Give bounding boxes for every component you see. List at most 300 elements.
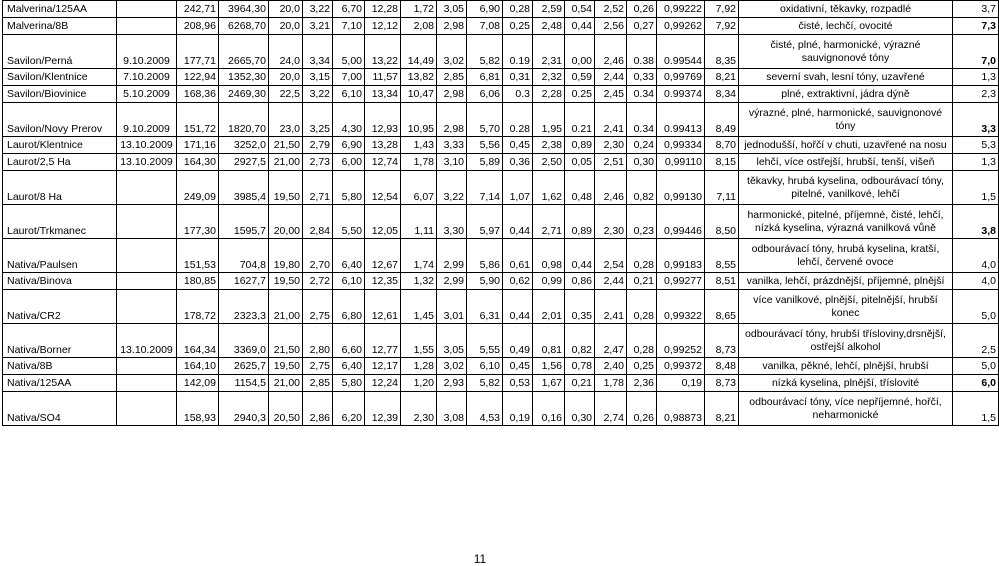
- value-cell: 6,07: [401, 171, 437, 205]
- value-cell: 8,51: [705, 273, 739, 290]
- value-cell: 7,14: [467, 171, 503, 205]
- value-cell: 0.21: [565, 103, 595, 137]
- value-cell: 8,50: [705, 205, 739, 239]
- value-cell: 0,82: [627, 171, 657, 205]
- value-cell: 0,21: [627, 273, 657, 290]
- table-row: [3, 205, 999, 239]
- value-cell: 12,24: [365, 375, 401, 392]
- value-cell: 1,72: [401, 1, 437, 18]
- table-row: [3, 35, 999, 69]
- value-cell: 2940,3: [219, 392, 269, 426]
- value-cell: 0,53: [503, 375, 533, 392]
- date-cell: [117, 358, 177, 375]
- value-cell: 8,65: [705, 290, 739, 324]
- score-cell: 4,0: [953, 239, 999, 273]
- value-cell: 0,26: [627, 392, 657, 426]
- date-cell: 9.10.2009: [117, 103, 177, 137]
- score-cell: 6,0: [953, 375, 999, 392]
- value-cell: 12,74: [365, 154, 401, 171]
- value-cell: 3,22: [303, 86, 333, 103]
- value-cell: 3,10: [437, 154, 467, 171]
- value-cell: 12,17: [365, 358, 401, 375]
- value-cell: 2,98: [437, 86, 467, 103]
- value-cell: 2,30: [595, 205, 627, 239]
- value-cell: 8,34: [705, 86, 739, 103]
- value-cell: 3,21: [303, 18, 333, 35]
- value-cell: 19,50: [269, 358, 303, 375]
- value-cell: 6,70: [333, 1, 365, 18]
- value-cell: 1595,7: [219, 205, 269, 239]
- date-cell: [117, 392, 177, 426]
- value-cell: 2,28: [533, 86, 565, 103]
- date-cell: [117, 273, 177, 290]
- sample-name-cell: Laurot/8 Ha: [3, 171, 117, 205]
- value-cell: 19,80: [269, 239, 303, 273]
- score-cell: 3,3: [953, 103, 999, 137]
- value-cell: 3,34: [303, 35, 333, 69]
- description-cell: severní svah, lesní tóny, uzavřené: [739, 69, 953, 86]
- value-cell: 24,0: [269, 35, 303, 69]
- value-cell: 12,35: [365, 273, 401, 290]
- value-cell: 0,35: [565, 290, 595, 324]
- value-cell: 2665,70: [219, 35, 269, 69]
- value-cell: 177,30: [177, 205, 219, 239]
- value-cell: 0,28: [627, 239, 657, 273]
- value-cell: 2,79: [303, 137, 333, 154]
- description-cell: lehčí, více ostřejší, hrubší, tenší, višeň: [739, 154, 953, 171]
- value-cell: 242,71: [177, 1, 219, 18]
- value-cell: 122,94: [177, 69, 219, 86]
- value-cell: 0,99322: [657, 290, 705, 324]
- value-cell: 3,25: [303, 103, 333, 137]
- value-cell: 0,25: [503, 18, 533, 35]
- value-cell: 22,5: [269, 86, 303, 103]
- description-cell: vanilka, lehčí, prázdnější, příjemné, plnější: [739, 273, 953, 290]
- value-cell: 168,36: [177, 86, 219, 103]
- value-cell: 12,67: [365, 239, 401, 273]
- value-cell: 0,33: [627, 69, 657, 86]
- value-cell: 5,82: [467, 375, 503, 392]
- value-cell: 704,8: [219, 239, 269, 273]
- value-cell: 2,56: [595, 18, 627, 35]
- value-cell: 208,96: [177, 18, 219, 35]
- value-cell: 0,99183: [657, 239, 705, 273]
- value-cell: 5,80: [333, 375, 365, 392]
- value-cell: 7,11: [705, 171, 739, 205]
- value-cell: 1,07: [503, 171, 533, 205]
- value-cell: 0,05: [565, 154, 595, 171]
- value-cell: 5,55: [467, 324, 503, 358]
- value-cell: 2,01: [533, 290, 565, 324]
- value-cell: 2,30: [401, 392, 437, 426]
- table-row: [3, 290, 999, 324]
- date-cell: 9.10.2009: [117, 35, 177, 69]
- value-cell: 177,71: [177, 35, 219, 69]
- value-cell: 0,44: [503, 205, 533, 239]
- value-cell: 2,30: [595, 137, 627, 154]
- value-cell: 0,81: [533, 324, 565, 358]
- value-cell: 180,85: [177, 273, 219, 290]
- value-cell: 0.19: [503, 35, 533, 69]
- sample-name-cell: Savilon/Perná: [3, 35, 117, 69]
- value-cell: 3,33: [437, 137, 467, 154]
- description-cell: vanilka, pěkné, lehčí, plnější, hrubší: [739, 358, 953, 375]
- value-cell: 21,00: [269, 375, 303, 392]
- description-cell: harmonické, pitelné, příjemné, čisté, lehčí, nízká kyselina, výrazná vanilková vůně: [739, 205, 953, 239]
- value-cell: 3,15: [303, 69, 333, 86]
- value-cell: 2,75: [303, 358, 333, 375]
- sample-name-cell: Savilon/Biovinice: [3, 86, 117, 103]
- score-cell: 7,3: [953, 18, 999, 35]
- value-cell: 12,54: [365, 171, 401, 205]
- date-cell: [117, 171, 177, 205]
- description-cell: oxidativní, těkavky, rozpadlé: [739, 1, 953, 18]
- value-cell: 0,28: [627, 290, 657, 324]
- value-cell: 21,00: [269, 290, 303, 324]
- value-cell: 1820,70: [219, 103, 269, 137]
- value-cell: 8,35: [705, 35, 739, 69]
- value-cell: 6268,70: [219, 18, 269, 35]
- value-cell: 13,82: [401, 69, 437, 86]
- value-cell: 19,50: [269, 171, 303, 205]
- value-cell: 2,93: [437, 375, 467, 392]
- value-cell: 7,92: [705, 1, 739, 18]
- description-cell: odbourávací tóny, hrubá kyselina, kratší, lehčí, červené ovoce: [739, 239, 953, 273]
- description-cell: výrazné, plné, harmonické, sauvignonové tóny: [739, 103, 953, 137]
- table-row: [3, 154, 999, 171]
- value-cell: 11,57: [365, 69, 401, 86]
- value-cell: 5,82: [467, 35, 503, 69]
- value-cell: 0,28: [503, 1, 533, 18]
- value-cell: 2,52: [595, 1, 627, 18]
- value-cell: 2,44: [595, 69, 627, 86]
- sample-name-cell: Nativa/Binova: [3, 273, 117, 290]
- value-cell: 20,0: [269, 69, 303, 86]
- value-cell: 13,34: [365, 86, 401, 103]
- value-cell: 151,72: [177, 103, 219, 137]
- score-cell: 5,3: [953, 137, 999, 154]
- value-cell: 6,90: [333, 137, 365, 154]
- sample-name-cell: Laurot/Trkmanec: [3, 205, 117, 239]
- value-cell: 1,45: [401, 290, 437, 324]
- table-row: [3, 273, 999, 290]
- value-cell: 0,24: [627, 137, 657, 154]
- value-cell: 158,93: [177, 392, 219, 426]
- value-cell: 1,95: [533, 103, 565, 137]
- value-cell: 0,45: [503, 137, 533, 154]
- value-cell: 0,28: [627, 324, 657, 358]
- value-cell: 2,99: [437, 239, 467, 273]
- value-cell: 2,71: [533, 205, 565, 239]
- score-cell: 2,3: [953, 86, 999, 103]
- value-cell: 1,20: [401, 375, 437, 392]
- table-row: [3, 392, 999, 426]
- value-cell: 0,98873: [657, 392, 705, 426]
- score-cell: 3,7: [953, 1, 999, 18]
- description-cell: čisté, plné, harmonické, výrazné sauvignonové tóny: [739, 35, 953, 69]
- value-cell: 2927,5: [219, 154, 269, 171]
- value-cell: 0.38: [627, 35, 657, 69]
- value-cell: 2323,3: [219, 290, 269, 324]
- value-cell: 20,00: [269, 205, 303, 239]
- value-cell: 0,30: [627, 154, 657, 171]
- value-cell: 2,59: [533, 1, 565, 18]
- score-cell: 2,5: [953, 324, 999, 358]
- value-cell: 0,36: [503, 154, 533, 171]
- value-cell: 6,40: [333, 358, 365, 375]
- value-cell: 0,61: [503, 239, 533, 273]
- value-cell: 0,19: [657, 375, 705, 392]
- value-cell: 0,99110: [657, 154, 705, 171]
- description-cell: nízká kyselina, plnější, tříslovité: [739, 375, 953, 392]
- value-cell: 0,49: [503, 324, 533, 358]
- value-cell: 2,41: [595, 103, 627, 137]
- sample-name-cell: Nativa/SO4: [3, 392, 117, 426]
- value-cell: 2,38: [533, 137, 565, 154]
- value-cell: 0,16: [533, 392, 565, 426]
- value-cell: 0,89: [565, 205, 595, 239]
- value-cell: 3,05: [437, 324, 467, 358]
- value-cell: 8,49: [705, 103, 739, 137]
- date-cell: [117, 290, 177, 324]
- value-cell: 0,78: [565, 358, 595, 375]
- description-cell: více vanilkové, plnější, pitelnější, hrubší konec: [739, 290, 953, 324]
- value-cell: 2,08: [401, 18, 437, 35]
- table-body: [3, 1, 999, 426]
- value-cell: 19,50: [269, 273, 303, 290]
- value-cell: 0,99130: [657, 171, 705, 205]
- sample-name-cell: Nativa/Borner: [3, 324, 117, 358]
- value-cell: 0.99374: [657, 86, 705, 103]
- value-cell: 8,15: [705, 154, 739, 171]
- value-cell: 0,89: [565, 137, 595, 154]
- score-cell: 1,3: [953, 69, 999, 86]
- value-cell: 5,00: [333, 35, 365, 69]
- value-cell: 0,99769: [657, 69, 705, 86]
- value-cell: 12,77: [365, 324, 401, 358]
- value-cell: 0.34: [627, 86, 657, 103]
- value-cell: 21,50: [269, 324, 303, 358]
- date-cell: [117, 1, 177, 18]
- value-cell: 0,99252: [657, 324, 705, 358]
- value-cell: 2,51: [595, 154, 627, 171]
- value-cell: 0.34: [627, 103, 657, 137]
- sample-name-cell: Savilon/Novy Prerov: [3, 103, 117, 137]
- value-cell: 2625,7: [219, 358, 269, 375]
- date-cell: 13.10.2009: [117, 154, 177, 171]
- description-cell: odbourávací tóny, více nepříjemné, hořčí, neharmonické: [739, 392, 953, 426]
- value-cell: 1,78: [595, 375, 627, 392]
- page-number: 11: [473, 552, 487, 566]
- score-cell: 4,0: [953, 273, 999, 290]
- value-cell: 2,44: [595, 273, 627, 290]
- value-cell: 5,97: [467, 205, 503, 239]
- value-cell: 21,50: [269, 137, 303, 154]
- value-cell: 0,00: [565, 35, 595, 69]
- value-cell: 2,31: [533, 35, 565, 69]
- sample-name-cell: Laurot/2,5 Ha: [3, 154, 117, 171]
- value-cell: 3964,30: [219, 1, 269, 18]
- value-cell: 1,62: [533, 171, 565, 205]
- value-cell: 0,99: [533, 273, 565, 290]
- value-cell: 3,22: [303, 1, 333, 18]
- table-row: [3, 239, 999, 273]
- value-cell: 6,10: [333, 86, 365, 103]
- table-row: [3, 86, 999, 103]
- value-cell: 0,99222: [657, 1, 705, 18]
- description-cell: těkavky, hrubá kyselina, odbourávací tóny, pitelné, vanilkové, lehčí: [739, 171, 953, 205]
- value-cell: 178,72: [177, 290, 219, 324]
- value-cell: 2,85: [303, 375, 333, 392]
- score-cell: 5,0: [953, 290, 999, 324]
- value-cell: 171,16: [177, 137, 219, 154]
- value-cell: 0.3: [503, 86, 533, 103]
- value-cell: 7,92: [705, 18, 739, 35]
- description-cell: odbourávací tóny, hrubší třísloviny,drsnější, ostřejší alkohol: [739, 324, 953, 358]
- value-cell: 8,55: [705, 239, 739, 273]
- value-cell: 1,11: [401, 205, 437, 239]
- value-cell: 0.28: [503, 103, 533, 137]
- table-row: [3, 358, 999, 375]
- date-cell: 5.10.2009: [117, 86, 177, 103]
- value-cell: 6,81: [467, 69, 503, 86]
- value-cell: 7,00: [333, 69, 365, 86]
- value-cell: 23,0: [269, 103, 303, 137]
- value-cell: 7,10: [333, 18, 365, 35]
- value-cell: 0,82: [565, 324, 595, 358]
- value-cell: 2,48: [533, 18, 565, 35]
- table-row: [3, 69, 999, 86]
- table-row: [3, 137, 999, 154]
- score-cell: 1,5: [953, 392, 999, 426]
- sample-name-cell: Nativa/125AA: [3, 375, 117, 392]
- description-cell: plné, extraktivní, jádra dýně: [739, 86, 953, 103]
- value-cell: 5,89: [467, 154, 503, 171]
- value-cell: 0,19: [503, 392, 533, 426]
- value-cell: 0.99413: [657, 103, 705, 137]
- value-cell: 164,10: [177, 358, 219, 375]
- date-cell: [117, 205, 177, 239]
- value-cell: 3,05: [437, 1, 467, 18]
- value-cell: 2,40: [595, 358, 627, 375]
- value-cell: 0,30: [565, 392, 595, 426]
- value-cell: 2,41: [595, 290, 627, 324]
- score-cell: 7,0: [953, 35, 999, 69]
- value-cell: 5,80: [333, 171, 365, 205]
- value-cell: 2,46: [595, 171, 627, 205]
- value-cell: 0,45: [503, 358, 533, 375]
- value-cell: 5,90: [467, 273, 503, 290]
- value-cell: 4,53: [467, 392, 503, 426]
- value-cell: 12,39: [365, 392, 401, 426]
- value-cell: 1,55: [401, 324, 437, 358]
- date-cell: [117, 375, 177, 392]
- value-cell: 1154,5: [219, 375, 269, 392]
- table-row: [3, 171, 999, 205]
- value-cell: 6,06: [467, 86, 503, 103]
- value-cell: 6,00: [333, 154, 365, 171]
- value-cell: 164,34: [177, 324, 219, 358]
- value-cell: 20,50: [269, 392, 303, 426]
- value-cell: 0,26: [627, 1, 657, 18]
- value-cell: 3369,0: [219, 324, 269, 358]
- value-cell: 0,48: [565, 171, 595, 205]
- value-cell: 20,0: [269, 1, 303, 18]
- table-row: [3, 103, 999, 137]
- score-cell: 1,3: [953, 154, 999, 171]
- value-cell: 13,22: [365, 35, 401, 69]
- value-cell: 142,09: [177, 375, 219, 392]
- value-cell: 8,70: [705, 137, 739, 154]
- value-cell: 6,20: [333, 392, 365, 426]
- value-cell: 0,86: [565, 273, 595, 290]
- value-cell: 0,31: [503, 69, 533, 86]
- value-cell: 2,47: [595, 324, 627, 358]
- value-cell: 3,02: [437, 358, 467, 375]
- value-cell: 2,98: [437, 103, 467, 137]
- value-cell: 1352,30: [219, 69, 269, 86]
- value-cell: 13,28: [365, 137, 401, 154]
- value-cell: 12,61: [365, 290, 401, 324]
- value-cell: 2,71: [303, 171, 333, 205]
- value-cell: 1,28: [401, 358, 437, 375]
- value-cell: 2469,30: [219, 86, 269, 103]
- value-cell: 0,99277: [657, 273, 705, 290]
- wine-data-table: [2, 0, 999, 426]
- sample-name-cell: Nativa/Paulsen: [3, 239, 117, 273]
- value-cell: 2,98: [437, 18, 467, 35]
- value-cell: 12,93: [365, 103, 401, 137]
- value-cell: 2,86: [303, 392, 333, 426]
- value-cell: 3,08: [437, 392, 467, 426]
- value-cell: 3,30: [437, 205, 467, 239]
- date-cell: 13.10.2009: [117, 137, 177, 154]
- table-row: [3, 375, 999, 392]
- value-cell: 8,21: [705, 392, 739, 426]
- value-cell: 0,44: [565, 239, 595, 273]
- value-cell: 2,84: [303, 205, 333, 239]
- value-cell: 2,54: [595, 239, 627, 273]
- description-cell: čisté, lechčí, ovocité: [739, 18, 953, 35]
- value-cell: 6,10: [333, 273, 365, 290]
- value-cell: 2,73: [303, 154, 333, 171]
- value-cell: 2,50: [533, 154, 565, 171]
- score-cell: 1,5: [953, 171, 999, 205]
- value-cell: 1,78: [401, 154, 437, 171]
- value-cell: 151,53: [177, 239, 219, 273]
- value-cell: 0,44: [565, 18, 595, 35]
- value-cell: 6,40: [333, 239, 365, 273]
- value-cell: 1,32: [401, 273, 437, 290]
- value-cell: 3,22: [437, 171, 467, 205]
- value-cell: 5,56: [467, 137, 503, 154]
- value-cell: 0.99544: [657, 35, 705, 69]
- value-cell: 3,01: [437, 290, 467, 324]
- value-cell: 0,54: [565, 1, 595, 18]
- date-cell: 7.10.2009: [117, 69, 177, 86]
- value-cell: 0,99446: [657, 205, 705, 239]
- value-cell: 2,72: [303, 273, 333, 290]
- value-cell: 2,36: [627, 375, 657, 392]
- score-cell: 3,8: [953, 205, 999, 239]
- value-cell: 1,56: [533, 358, 565, 375]
- value-cell: 0,44: [503, 290, 533, 324]
- value-cell: 8,21: [705, 69, 739, 86]
- value-cell: 6,31: [467, 290, 503, 324]
- value-cell: 6,10: [467, 358, 503, 375]
- value-cell: 10,95: [401, 103, 437, 137]
- value-cell: 2,45: [595, 86, 627, 103]
